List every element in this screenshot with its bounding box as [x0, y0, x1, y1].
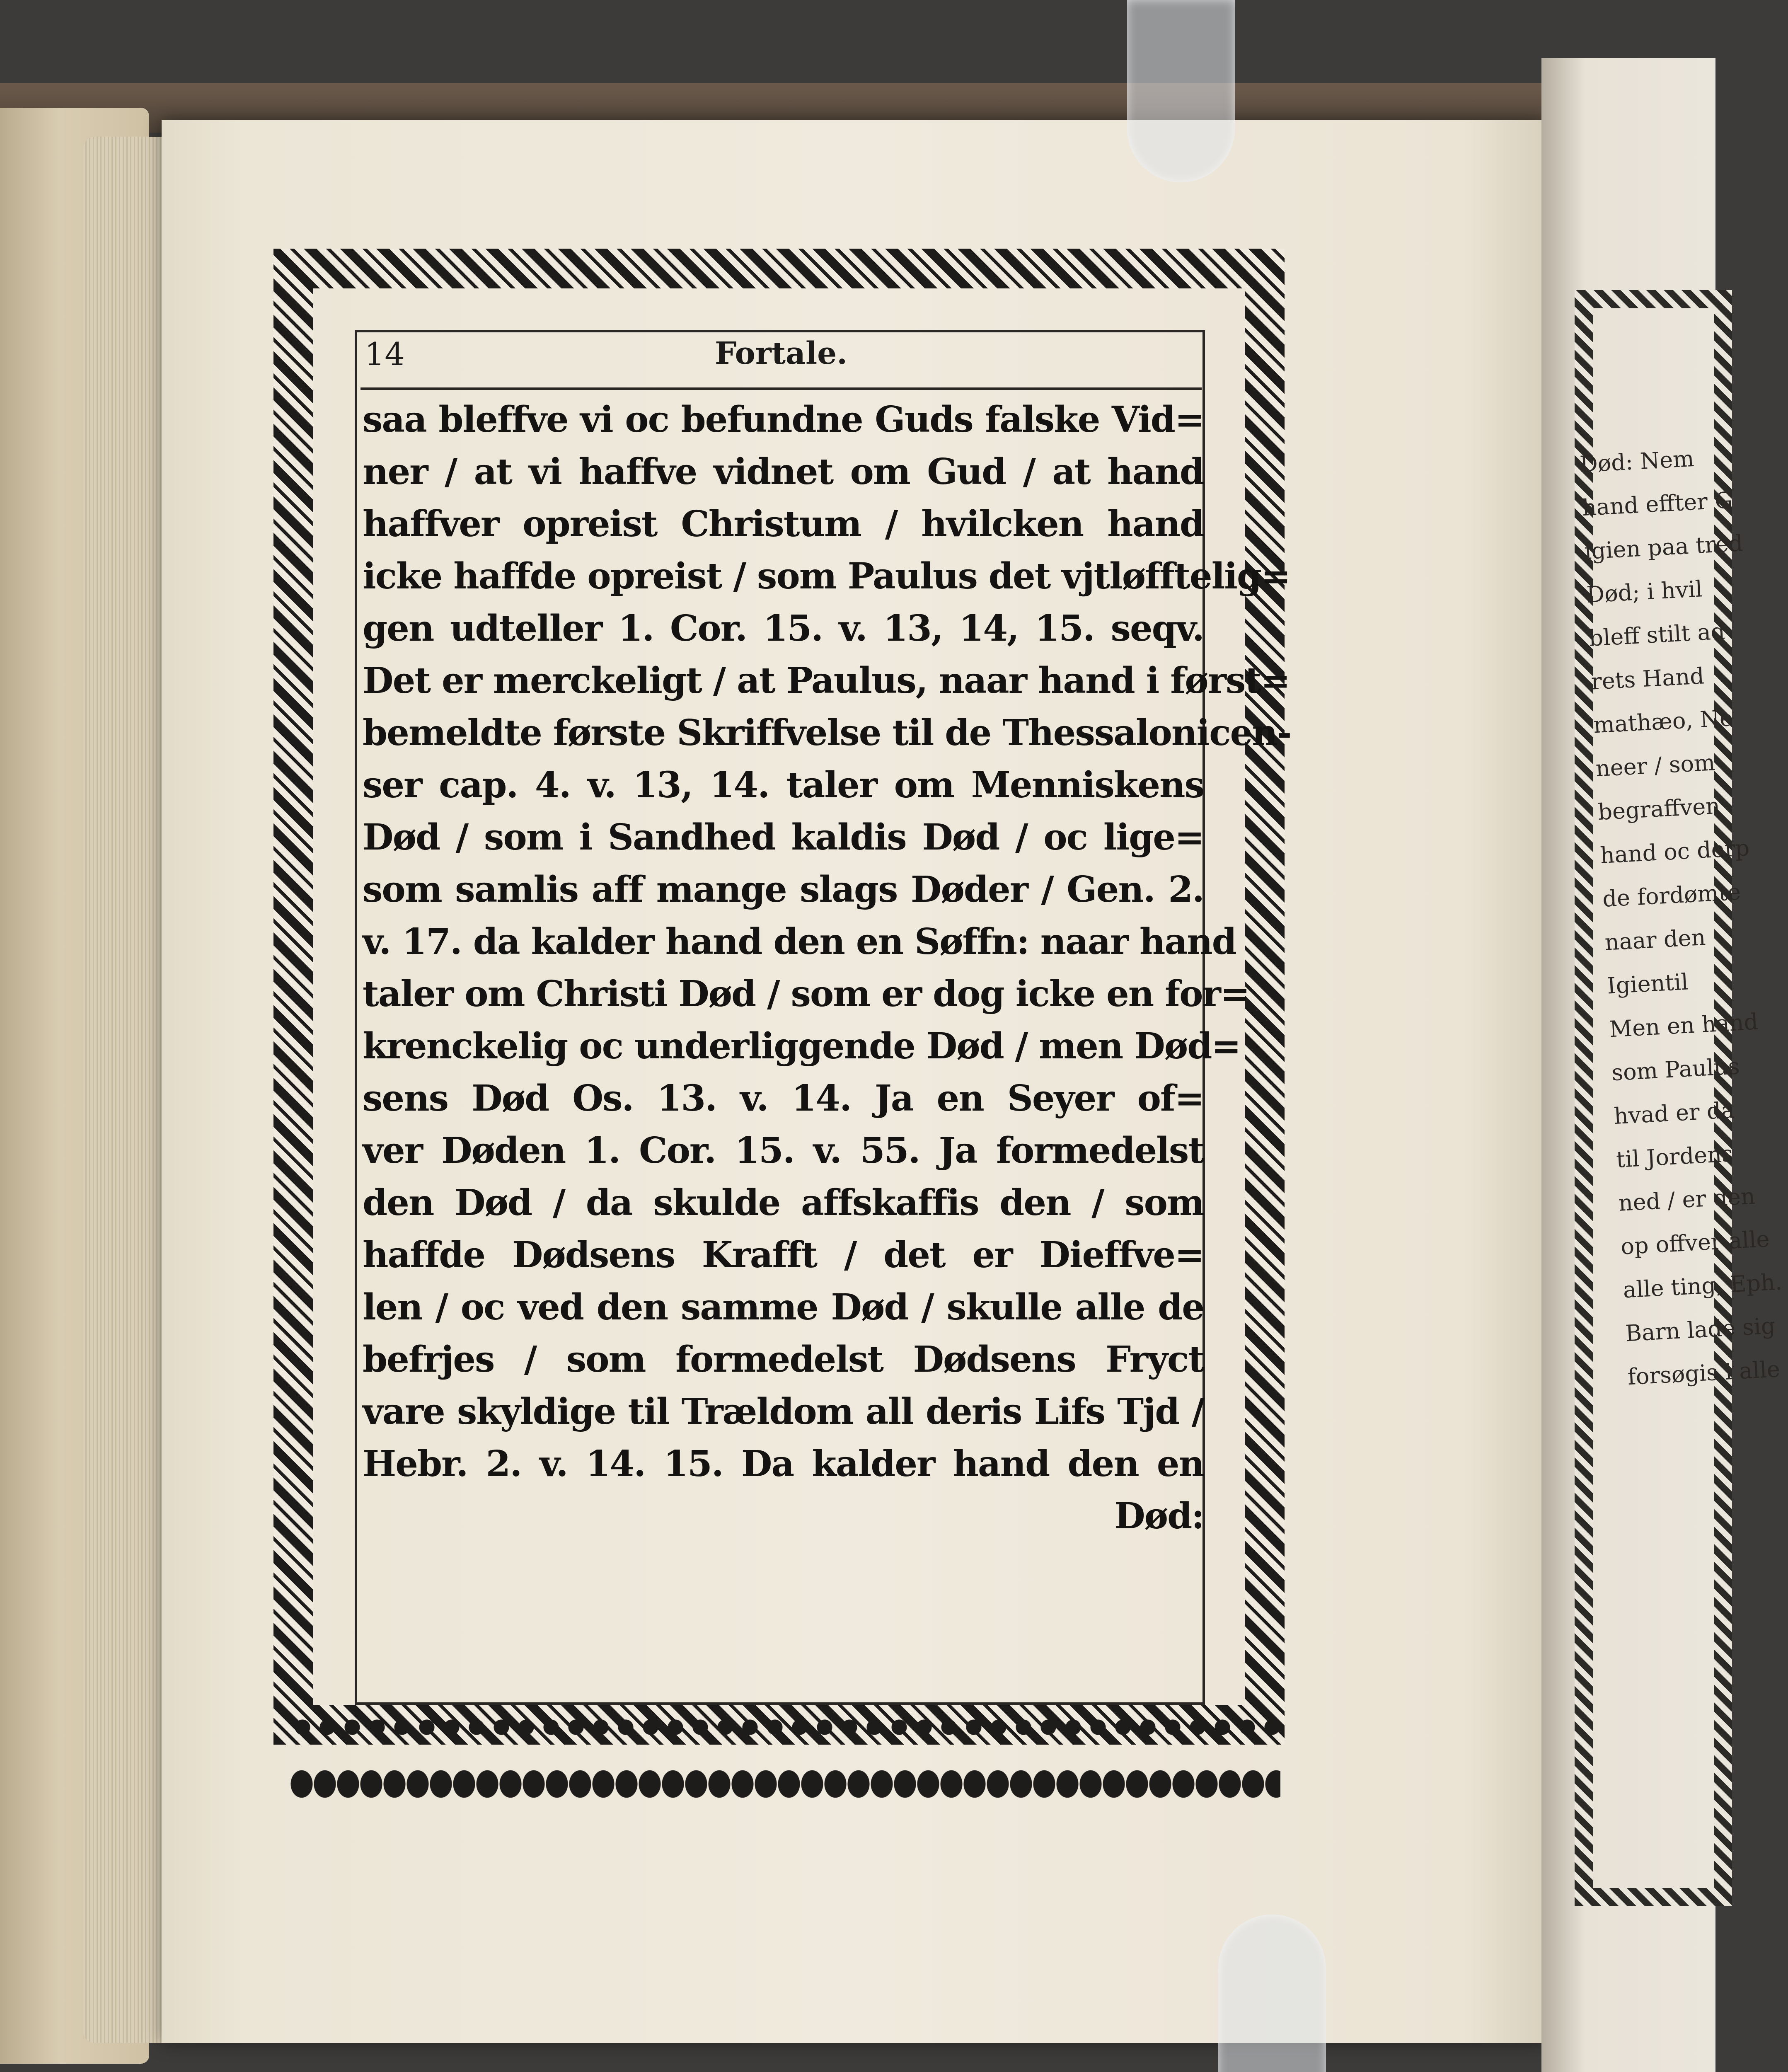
running-head: Fortale.	[715, 336, 847, 371]
facing-page	[1541, 58, 1783, 2072]
facing-line: forsøgis i alle	[1627, 1356, 1781, 1390]
text-line: ner / at vi haffve vidnet om Gud / at hand	[363, 451, 1204, 493]
text-line: vare skyldige til Trældom all deris Lifs Tjd /	[363, 1391, 1204, 1433]
text-line: Hebr. 2. v. 14. 15. Da kalder hand den en	[363, 1443, 1204, 1485]
page-holder-clip-bottom	[1218, 1915, 1326, 2072]
text-line: len / oc ved den samme Død / skulle alle de	[363, 1286, 1204, 1328]
page-number: 14	[365, 336, 405, 373]
text-line: haffde Dødsens Krafft / det er Dieffve=	[363, 1234, 1204, 1276]
text-line: saa bleffve vi oc befundne Guds falske Vid=	[363, 399, 1204, 441]
facing-line: Død; i hvil	[1586, 576, 1703, 608]
bottom-ornament-band	[290, 1716, 1280, 1798]
facing-line: hand effter G	[1581, 487, 1733, 521]
page-holder-clip-top	[1127, 0, 1235, 182]
facing-line: som Paulus	[1611, 1053, 1740, 1086]
facing-line: Barn lade sig	[1624, 1312, 1776, 1347]
facing-line: igien paa tred	[1583, 530, 1744, 564]
text-line: Død / som i Sandhed kaldis Død / oc lige=	[363, 816, 1204, 858]
text-line: haffver opreist Christum / hvilcken hand	[363, 503, 1204, 545]
text-line: ver Døden 1. Cor. 15. v. 55. Ja formedelst	[363, 1130, 1204, 1172]
facing-line: op offver alle	[1620, 1225, 1770, 1260]
text-line: icke haffde opreist / som Paulus det vjtløfftelig=	[363, 555, 1290, 597]
facing-line: Igientil	[1606, 968, 1689, 999]
text-line: v. 17. da kalder hand den en Søffn: naar hand	[363, 921, 1236, 963]
text-line: som samlis aff mange slags Døder / Gen. 2.	[363, 869, 1204, 910]
facing-line: til Jordens	[1615, 1140, 1734, 1173]
facing-line: hand oc derp	[1599, 835, 1750, 869]
facing-line: Død: Nem	[1579, 445, 1695, 478]
catchword: Død:	[1114, 1495, 1204, 1537]
facing-line: begraffven	[1597, 792, 1721, 825]
facing-line: Men en hand	[1609, 1008, 1759, 1043]
facing-line: alle ting, Eph.	[1622, 1268, 1783, 1303]
text-line: ser cap. 4. v. 13, 14. taler om Menniskens	[363, 764, 1204, 806]
text-line: den Død / da skulde affskaffis den / som	[363, 1182, 1204, 1224]
facing-line: ned / er den	[1618, 1183, 1756, 1216]
facing-line: mathæo, Ne	[1592, 704, 1734, 738]
facing-line: naar den	[1604, 924, 1706, 956]
text-line: sens Død Os. 13. v. 14. Ja en Seyer of=	[363, 1077, 1204, 1119]
header-rule	[361, 387, 1202, 390]
facing-line: neer / som	[1595, 749, 1716, 782]
facing-line: rets Hand	[1590, 663, 1705, 695]
text-line: gen udteller 1. Cor. 15. v. 13, 14, 15. seqv.	[363, 608, 1204, 649]
text-line: bemeldte første Skriffvelse til de Thessalonicen-	[363, 712, 1291, 754]
page-header	[365, 334, 1198, 383]
text-line: krenckelig oc underliggende Død / men Død=	[363, 1025, 1241, 1067]
body-text	[363, 394, 1291, 1542]
facing-line: bleff stilt ad	[1588, 618, 1726, 651]
facing-line: hvad er da	[1613, 1097, 1735, 1130]
facing-line: de fordømte	[1602, 879, 1742, 912]
text-line: befrjes / som formedelst Dødsens Fryct	[363, 1339, 1204, 1380]
text-line: Det er merckeligt / at Paulus, naar hand i først=	[363, 660, 1290, 702]
text-line: taler om Christi Død / som er dog icke en for=	[363, 973, 1249, 1015]
